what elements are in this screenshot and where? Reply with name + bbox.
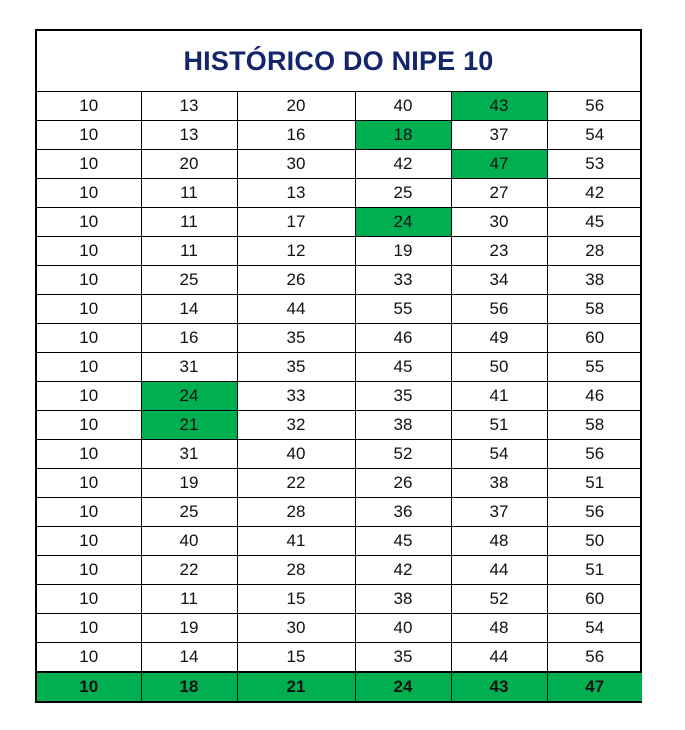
- table-cell: 10: [37, 614, 141, 643]
- table-cell: 60: [547, 585, 642, 614]
- table-cell: 44: [451, 556, 547, 585]
- table-row: [37, 353, 642, 382]
- table-row: [37, 92, 642, 121]
- table-cell: 31: [141, 440, 237, 469]
- table-cell: 56: [547, 92, 642, 121]
- table-cell: 35: [237, 353, 355, 382]
- table-cell: 10: [37, 556, 141, 585]
- table-row: [37, 150, 642, 179]
- table-cell: 10: [37, 179, 141, 208]
- table-cell: 40: [237, 440, 355, 469]
- table-cell: 37: [451, 121, 547, 150]
- table-cell: 30: [237, 150, 355, 179]
- summary-cell: 10: [37, 672, 141, 701]
- table-cell: 42: [355, 150, 451, 179]
- table-cell: 50: [547, 527, 642, 556]
- table-cell: 11: [141, 208, 237, 237]
- summary-cell: 47: [547, 672, 642, 701]
- table-cell: 10: [37, 440, 141, 469]
- table-row: [37, 411, 642, 440]
- table-cell: 54: [547, 121, 642, 150]
- table-cell: 51: [547, 469, 642, 498]
- table-cell: 34: [451, 266, 547, 295]
- table-cell: 38: [355, 585, 451, 614]
- table-cell: 51: [547, 556, 642, 585]
- table-cell: 10: [37, 266, 141, 295]
- table-cell: 10: [37, 382, 141, 411]
- table-cell: 10: [37, 498, 141, 527]
- table-row: [37, 266, 642, 295]
- table-cell: 58: [547, 295, 642, 324]
- summary-row: [37, 672, 642, 701]
- table-cell: 58: [547, 411, 642, 440]
- table-cell: 33: [237, 382, 355, 411]
- table-cell: 19: [355, 237, 451, 266]
- table-cell: 10: [37, 585, 141, 614]
- table-cell: 36: [355, 498, 451, 527]
- table-row: [37, 179, 642, 208]
- table-cell: 40: [355, 92, 451, 121]
- table-cell: 10: [37, 295, 141, 324]
- table-cell: 45: [547, 208, 642, 237]
- table-cell: 33: [355, 266, 451, 295]
- table-cell: 10: [37, 92, 141, 121]
- table-cell: 24: [355, 208, 451, 237]
- table-cell: 10: [37, 527, 141, 556]
- table-cell: 31: [141, 353, 237, 382]
- table-cell: 56: [547, 440, 642, 469]
- table-cell: 10: [37, 643, 141, 673]
- table-cell: 17: [237, 208, 355, 237]
- table-cell: 25: [355, 179, 451, 208]
- table-cell: 35: [355, 382, 451, 411]
- table-cell: 42: [355, 556, 451, 585]
- table-row: [37, 121, 642, 150]
- table-cell: 42: [547, 179, 642, 208]
- table-cell: 27: [451, 179, 547, 208]
- table-cell: 10: [37, 411, 141, 440]
- table-cell: 15: [237, 585, 355, 614]
- table-body: [37, 92, 642, 701]
- table-cell: 14: [141, 643, 237, 673]
- table-cell: 38: [451, 469, 547, 498]
- table-cell: 30: [451, 208, 547, 237]
- table-cell: 38: [547, 266, 642, 295]
- table-cell: 28: [237, 556, 355, 585]
- table-cell: 22: [141, 556, 237, 585]
- table-cell: 51: [451, 411, 547, 440]
- table-cell: 11: [141, 179, 237, 208]
- table-cell: 23: [451, 237, 547, 266]
- table-cell: 13: [237, 179, 355, 208]
- table-cell: 37: [451, 498, 547, 527]
- table-cell: 52: [355, 440, 451, 469]
- table-row: [37, 295, 642, 324]
- table-cell: 56: [547, 498, 642, 527]
- table-cell: 10: [37, 121, 141, 150]
- table-cell: 53: [547, 150, 642, 179]
- table-cell: 21: [141, 411, 237, 440]
- summary-cell: 18: [141, 672, 237, 701]
- table-cell: 28: [547, 237, 642, 266]
- table-cell: 12: [237, 237, 355, 266]
- table-cell: 41: [237, 527, 355, 556]
- table-row: [37, 556, 642, 585]
- table-cell: 35: [237, 324, 355, 353]
- table-cell: 47: [451, 150, 547, 179]
- table-row: [37, 498, 642, 527]
- table-cell: 26: [355, 469, 451, 498]
- table-cell: 25: [141, 266, 237, 295]
- table-row: [37, 237, 642, 266]
- table-row: [37, 208, 642, 237]
- table-row: [37, 440, 642, 469]
- table-cell: 28: [237, 498, 355, 527]
- table-cell: 19: [141, 469, 237, 498]
- table-cell: 16: [237, 121, 355, 150]
- summary-cell: 24: [355, 672, 451, 701]
- table-cell: 46: [355, 324, 451, 353]
- table-cell: 19: [141, 614, 237, 643]
- table-cell: 35: [355, 643, 451, 673]
- table-row: [37, 585, 642, 614]
- summary-cell: 43: [451, 672, 547, 701]
- table-cell: 46: [547, 382, 642, 411]
- table-cell: 43: [451, 92, 547, 121]
- table-row: [37, 614, 642, 643]
- table-cell: 56: [547, 643, 642, 673]
- table-cell: 11: [141, 237, 237, 266]
- table-cell: 10: [37, 150, 141, 179]
- table-cell: 45: [355, 353, 451, 382]
- table-cell: 48: [451, 614, 547, 643]
- history-sheet: [35, 29, 642, 703]
- table-cell: 50: [451, 353, 547, 382]
- table-cell: 10: [37, 208, 141, 237]
- table-cell: 55: [355, 295, 451, 324]
- table-row: [37, 527, 642, 556]
- table-cell: 14: [141, 295, 237, 324]
- table-cell: 54: [451, 440, 547, 469]
- table-cell: 45: [355, 527, 451, 556]
- table-row: [37, 382, 642, 411]
- table-cell: 10: [37, 469, 141, 498]
- table-cell: 52: [451, 585, 547, 614]
- table-cell: 40: [141, 527, 237, 556]
- table-cell: 32: [237, 411, 355, 440]
- table-cell: 18: [355, 121, 451, 150]
- table-cell: 11: [141, 585, 237, 614]
- table-cell: 20: [141, 150, 237, 179]
- table-row: [37, 324, 642, 353]
- history-table: [37, 92, 642, 701]
- table-cell: 56: [451, 295, 547, 324]
- table-cell: 24: [141, 382, 237, 411]
- table-cell: 30: [237, 614, 355, 643]
- table-cell: 55: [547, 353, 642, 382]
- table-cell: 10: [37, 324, 141, 353]
- table-cell: 60: [547, 324, 642, 353]
- table-cell: 40: [355, 614, 451, 643]
- table-cell: 49: [451, 324, 547, 353]
- table-cell: 22: [237, 469, 355, 498]
- table-cell: 44: [237, 295, 355, 324]
- table-row: [37, 469, 642, 498]
- table-cell: 13: [141, 92, 237, 121]
- table-cell: 10: [37, 237, 141, 266]
- table-cell: 48: [451, 527, 547, 556]
- table-row: [37, 643, 642, 673]
- table-cell: 13: [141, 121, 237, 150]
- table-cell: 15: [237, 643, 355, 673]
- table-cell: 25: [141, 498, 237, 527]
- table-cell: 20: [237, 92, 355, 121]
- table-cell: 10: [37, 353, 141, 382]
- table-cell: 26: [237, 266, 355, 295]
- table-cell: 41: [451, 382, 547, 411]
- summary-cell: 21: [237, 672, 355, 701]
- table-cell: 38: [355, 411, 451, 440]
- table-cell: 44: [451, 643, 547, 673]
- table-cell: 16: [141, 324, 237, 353]
- table-cell: 54: [547, 614, 642, 643]
- sheet-title: HISTÓRICO DO NIPE 10: [37, 31, 640, 92]
